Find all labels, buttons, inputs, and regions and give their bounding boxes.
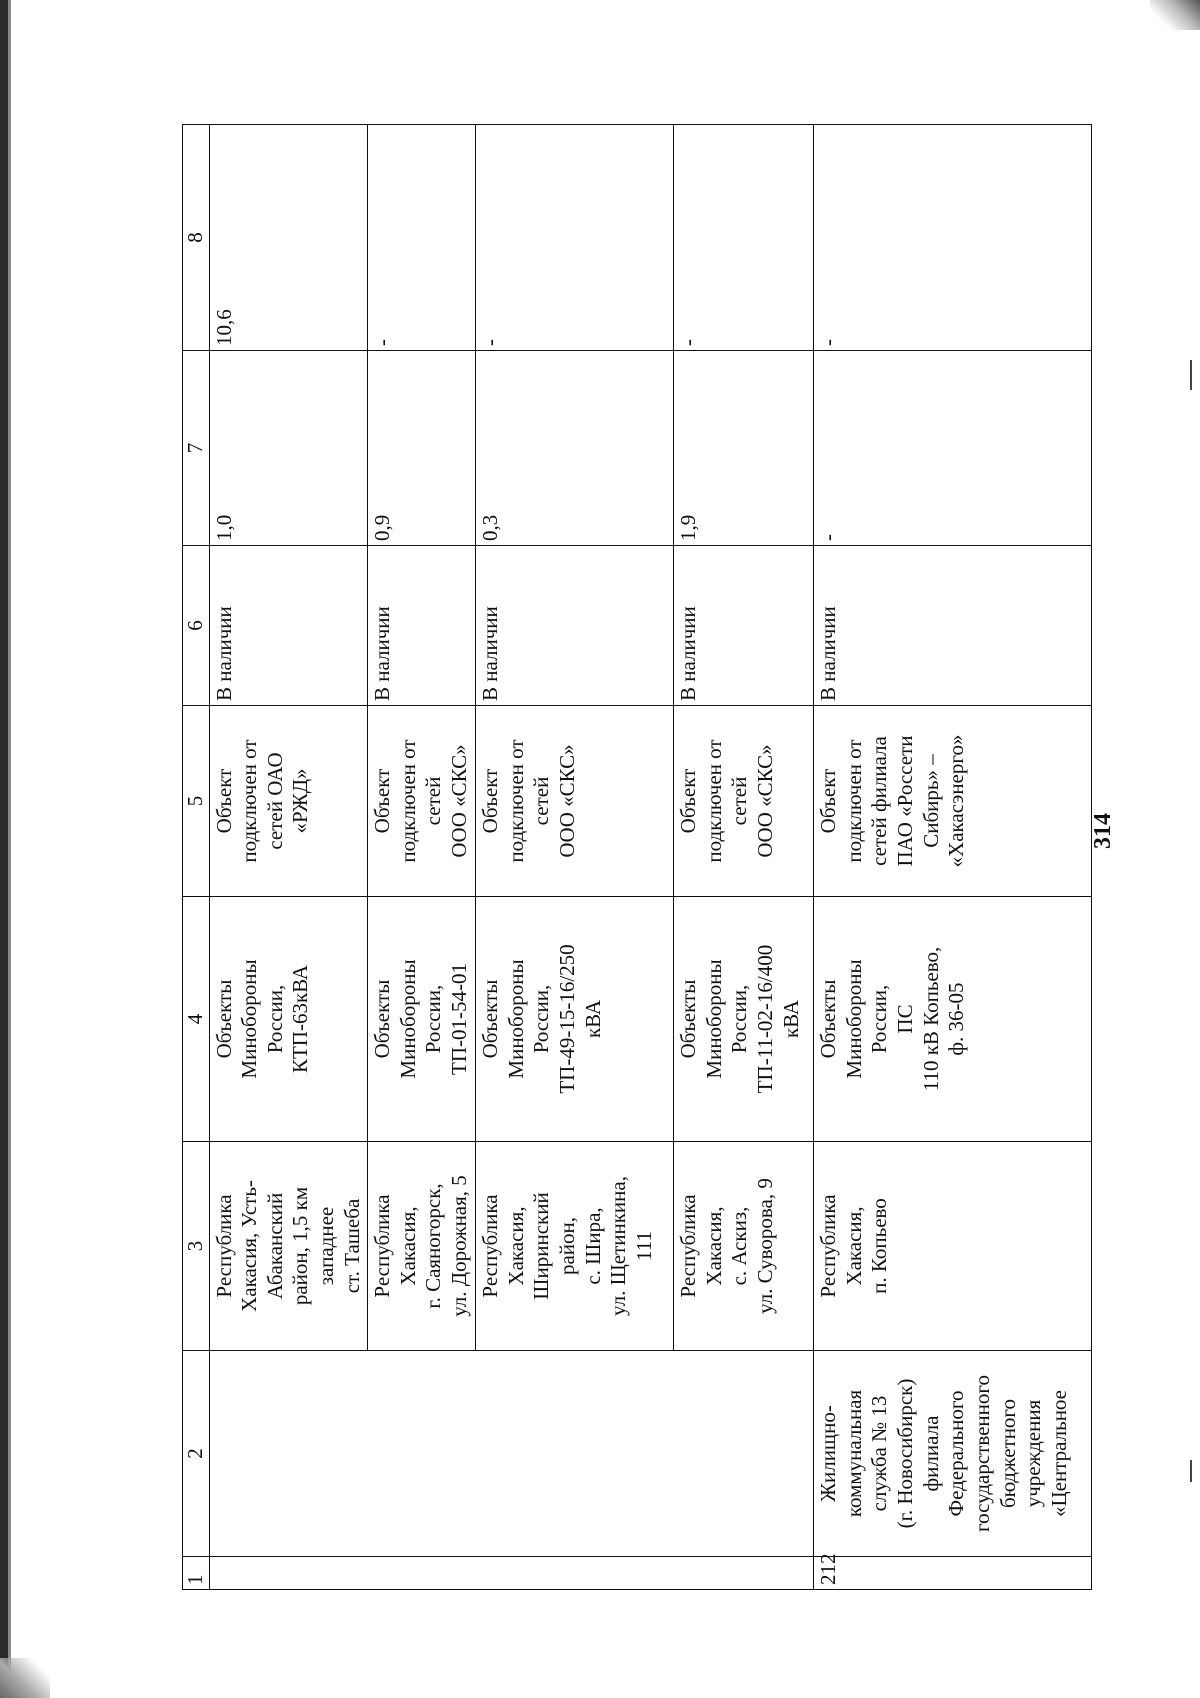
cell-value-8: 10,6 [209,125,368,351]
cell-object: Объекты Минобороны России, ТП-11-02-16/400 кВА [674,897,814,1142]
header-row [183,125,210,1590]
page-number: 314 [1090,813,1116,849]
cell-number [209,1557,814,1590]
cell-object: Объекты Минобороны России, ТП-49-15-16/250 кВА [476,897,674,1142]
column-header: 6 [183,546,210,706]
cell-availability: В наличии [209,546,368,706]
cell-connection: Объект подключен от сетей ОАО «РЖД» [209,706,368,897]
cell-value-8: - [476,125,674,351]
scan-mark [1190,360,1192,390]
cell-connection: Объект подключен от сетей ООО «СКС» [674,706,814,897]
cell-availability: В наличии [814,546,1092,706]
column-header: 5 [183,706,210,897]
scan-edge [0,0,8,1698]
table-row [814,125,1092,1590]
cell-value-7: 0,3 [476,351,674,546]
cell-address: Республика Хакасия, г. Саяногорск, ул. Дорожная, 5 [368,1142,476,1351]
cell-number: 212 [814,1557,1092,1590]
cell-value-8: - [814,125,1092,351]
cell-availability: В наличии [674,546,814,706]
cell-availability: В наличии [476,546,674,706]
column-header: 4 [183,897,210,1142]
cell-object: Объекты Минобороны России, ТП-01-54-01 [368,897,476,1142]
cell-address: Республика Хакасия, с. Аскиз, ул. Суворова, 9 [674,1142,814,1351]
cell-address: Республика Хакасия, Ширинский район, с. Шира, ул. Щетинкина, 111 [476,1142,674,1351]
table-row [209,125,368,1590]
cell-value-8: - [368,125,476,351]
column-header: 8 [183,125,210,351]
column-header: 1 [183,1557,210,1590]
cell-object: Объекты Минобороны России, ПС 110 кВ Копьево, ф. 36-05 [814,897,1092,1142]
cell-value-7: 0,9 [368,351,476,546]
scan-corner-shadow [1150,0,1200,30]
cell-connection: Объект подключен от сетей ООО «СКС» [368,706,476,897]
cell-value-7: 1,0 [209,351,368,546]
cell-value-7: - [814,351,1092,546]
rotated-table-container [182,125,1107,1590]
scan-edge [8,0,11,1698]
cell-availability: В наличии [368,546,476,706]
cell-value-7: 1,9 [674,351,814,546]
cell-object: Объекты Минобороны России, КТП-63кВА [209,897,368,1142]
data-table [182,124,1092,1590]
cell-value-8: - [674,125,814,351]
column-header: 3 [183,1142,210,1351]
cell-connection: Объект подключен от сетей филиала ПАО «Россети Сибирь» – «Хакасэнерго» [814,706,1092,897]
scan-corner-shadow [0,1658,50,1698]
cell-organization [209,1351,814,1557]
column-header: 2 [183,1351,210,1557]
cell-address: Республика Хакасия, п. Копьево [814,1142,1092,1351]
column-header: 7 [183,351,210,546]
cell-organization: Жилищно- коммунальная служба № 13 (г. Новосибирск) филиала Федерального государственного бюджетного учреждения «Центральное [814,1351,1092,1557]
cell-connection: Объект подключен от сетей ООО «СКС» [476,706,674,897]
cell-address: Республика Хакасия, Усть- Абаканский район, 1,5 км западнее ст. Ташеба [209,1142,368,1351]
scan-mark [1190,1460,1192,1482]
